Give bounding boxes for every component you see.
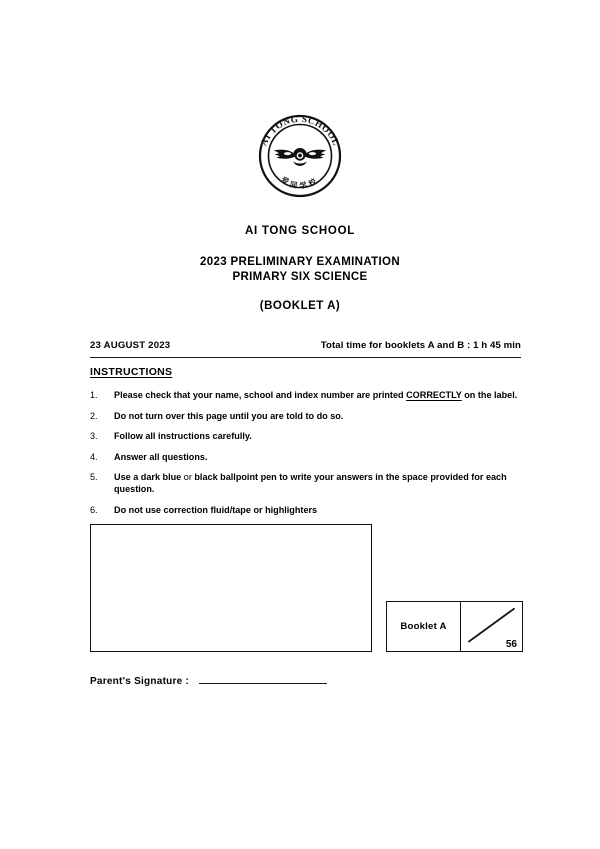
booklet-a-cell: Booklet A [387,602,461,651]
page-title-block [0,224,600,312]
booklet-designation: (BOOKLET A) [259,300,341,312]
instruction-item-6 [90,505,522,517]
instruction-text-part2: black ballpoint pen to write your answers in the space provided for each question. [114,472,507,494]
instruction-item-2 [90,411,522,423]
school-logo [0,108,600,204]
instruction-item-5 [90,472,522,495]
instruction-number: 2. [90,410,98,421]
instruction-text-conjunction: or [181,472,195,483]
score-value: 56 [505,639,517,650]
svg-text:爱同学校: 爱同学校 [279,174,321,191]
instruction-item-3 [90,431,522,443]
marks-box [386,601,523,652]
exam-title [0,255,600,284]
instruction-text: Do not turn over this page until you are told to do so. [114,410,344,421]
school-name: AI TONG SCHOOL [245,225,355,237]
instruction-number: 5. [90,472,98,483]
instructions-list [90,390,522,525]
instruction-number: 3. [90,431,98,442]
student-label-box [90,524,372,652]
parent-signature-line[interactable] [199,674,327,684]
instruction-item-1 [90,390,522,402]
instruction-text-before: Please check that your name, school and index number are printed [114,390,407,400]
instruction-emphasis: CORRECTLY [406,390,462,400]
instruction-text-after: on the label. [461,390,518,400]
school-crest-icon [252,108,348,204]
exam-title-line-2: PRIMARY SIX SCIENCE [232,270,368,283]
score-cell [461,602,522,651]
total-time: Total time for booklets A and B : 1 h 45 min [320,340,521,351]
instruction-number: 4. [90,451,98,462]
parent-signature-row [90,674,327,687]
instruction-text: Follow all instructions carefully. [114,431,252,442]
svg-text:AI TONG SCHOOL: AI TONG SCHOOL [258,113,342,148]
instruction-item-4 [90,452,522,464]
exam-title-line-1: 2023 PRELIMINARY EXAMINATION [199,256,400,268]
instruction-number: 1. [90,390,98,400]
exam-date: 23 AUGUST 2023 [90,340,171,351]
instruction-text: Do not use correction fluid/tape or highlighters [114,504,318,515]
instruction-text-part1: Use a dark blue [114,472,182,483]
instruction-text [114,390,522,402]
exam-meta-row [90,340,521,351]
instructions-heading: INSTRUCTIONS [90,366,173,378]
instruction-text: Answer all questions. [114,451,208,462]
parent-signature-label: Parent's Signature : [90,676,190,687]
instruction-number: 6. [90,504,98,515]
horizontal-divider [90,357,521,358]
instruction-text [114,472,522,495]
